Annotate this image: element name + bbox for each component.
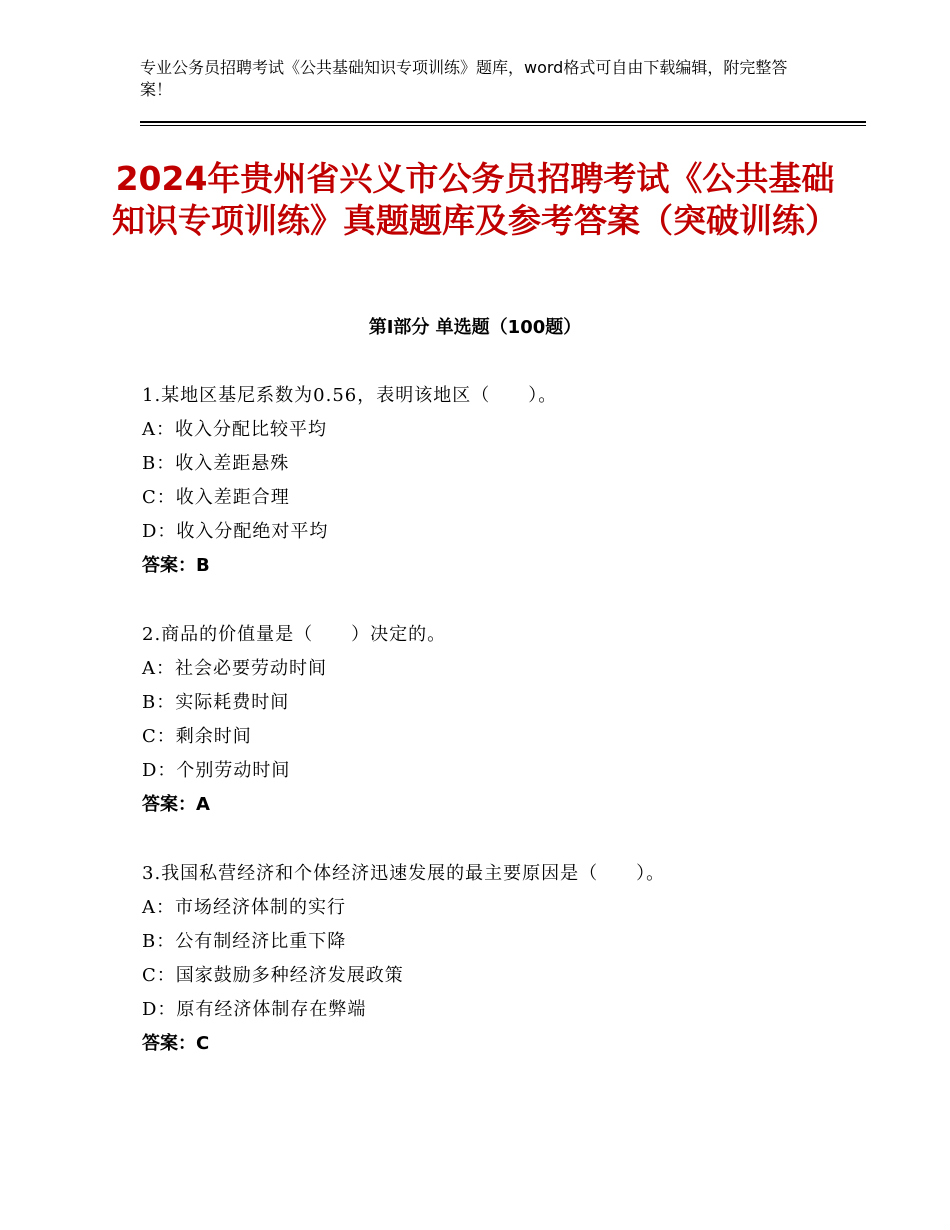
option-d: D：原有经济体制存在弊端 bbox=[142, 999, 367, 1020]
header-divider-thin bbox=[140, 125, 866, 126]
option-d: D：个别劳动时间 bbox=[142, 760, 291, 781]
question-1 bbox=[142, 379, 862, 583]
option-b: B：实际耗费时间 bbox=[142, 692, 290, 713]
option-c: C：剩余时间 bbox=[142, 726, 252, 747]
question-stem: 1.某地区基尼系数为0.56，表明该地区（ ）。 bbox=[142, 385, 558, 406]
header-note: 专业公务员招聘考试《公共基础知识专项训练》题库，word格式可自由下载编辑，附完整答案！ bbox=[140, 58, 788, 99]
answer-line bbox=[142, 549, 862, 583]
answer-value: A bbox=[196, 794, 210, 815]
header-divider-thick bbox=[140, 121, 866, 123]
option-a: A：社会必要劳动时间 bbox=[142, 658, 327, 679]
answer-label: 答案： bbox=[142, 1033, 196, 1054]
answer-label: 答案： bbox=[142, 555, 196, 576]
option-a: A：市场经济体制的实行 bbox=[142, 897, 346, 918]
answer-value: C bbox=[196, 1033, 210, 1054]
option-a: A：收入分配比较平均 bbox=[142, 419, 327, 440]
document-title: 2024年贵州省兴义市公务员招聘考试《公共基础知识专项训练》真题题库及参考答案（突破训练） bbox=[112, 159, 838, 240]
question-stem: 2.商品的价值量是（ ）决定的。 bbox=[142, 624, 447, 645]
answer-label: 答案： bbox=[142, 794, 196, 815]
option-c: C：收入差距合理 bbox=[142, 487, 290, 508]
answer-line bbox=[142, 1027, 862, 1061]
option-c: C：国家鼓励多种经济发展政策 bbox=[142, 965, 404, 986]
answer-value: B bbox=[196, 555, 210, 576]
question-2 bbox=[142, 618, 862, 822]
answer-line bbox=[142, 788, 862, 822]
option-d: D：收入分配绝对平均 bbox=[142, 521, 329, 542]
option-b: B：收入差距悬殊 bbox=[142, 453, 290, 474]
question-3 bbox=[142, 857, 862, 1061]
section-heading: 第Ⅰ部分 单选题（100题） bbox=[368, 317, 582, 338]
option-b: B：公有制经济比重下降 bbox=[142, 931, 347, 952]
question-stem: 3.我国私营经济和个体经济迅速发展的最主要原因是（ ）。 bbox=[142, 863, 666, 884]
